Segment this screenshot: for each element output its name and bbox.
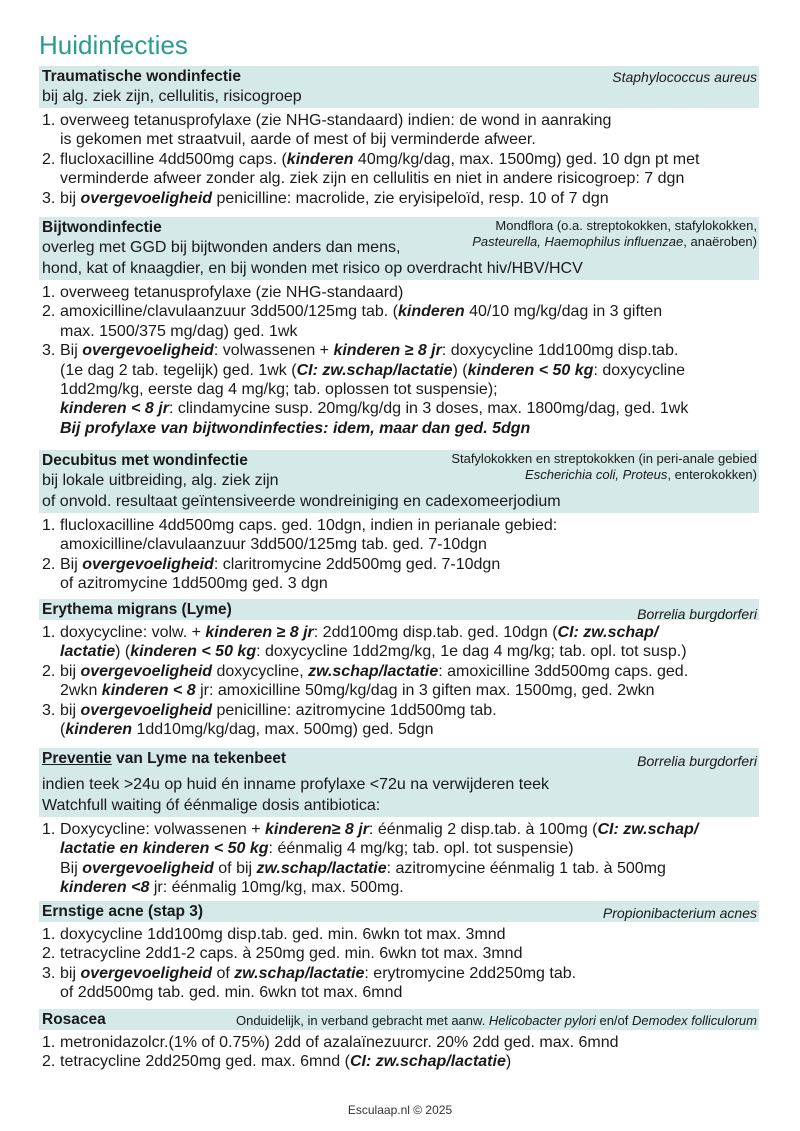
list-item: 1. overweeg tetanusprofylaxe (zie NHG-standaard) indien: de wond in aanraking is gekomen met straatvuil, aarde of mest of bij verminderde afweer.: [42, 112, 612, 149]
list-item: 2. amoxicilline/clavulaanzuur 3dd500/125mg tab. (kinderen 40/10 mg/kg/dag in 3 giften max. 1500/375 mg/dag) ged. 1wk: [42, 303, 663, 340]
section-header: [39, 450, 759, 513]
section-header: [39, 217, 759, 280]
treatment-list: [39, 513, 759, 594]
pathogen-label: Propionibacterium acnes: [602, 905, 757, 921]
list-item: 3. Bij overgevoeligheid: volwassenen + kinderen ≥ 8 jr: doxycycline 1dd100mg disp.tab. (1e dag 2 tab. tegelijk) ged. 1wk (CI: zw.schap/lactatie) (kinderen < 50 kg: doxycycline 1dd2mg/kg, eerste dag 4 mg/kg; tab. oplossen tot suspensie); kinderen < 8 jr: clindamycine susp. 20mg/kg/dg in 3 doses, max. 1800mg/dag, ged. 1wk Bij profylaxe van bijtwondinfecties: idem, maar dan ged. 5dgn: [42, 342, 689, 437]
list-item: 1. doxycycline 1dd100mg disp.tab. ged. min. 6wkn tot max. 3mnd: [42, 926, 506, 943]
list-item: 3. bij overgevoeligheid penicilline: macrolide, zie eryisipeloïd, resp. 10 of 7 dgn: [42, 189, 609, 207]
list-item: 1. Doxycycline: volwassenen + kinderen≥ 8 jr: éénmalig 2 disp.tab. à 100mg (CI: zw.schap/ lactatie en kinderen < 50 kg: éénmalig 4 mg/kg; tab. opl. tot suspensie) Bij overgevoeligheid of bij zw.schap/lactatie: azitromycine éénmalig 1 tab. à 500mg kinderen <8 jr: éénmalig 10mg/kg, max. 500mg.: [42, 821, 699, 897]
pathogen-label: Borrelia burgdorferi: [637, 753, 757, 769]
list-item: 1. overweeg tetanusprofylaxe (zie NHG-standaard): [42, 284, 404, 301]
section-header: [39, 1009, 759, 1030]
treatment-list: [39, 922, 759, 1003]
pathogen-label: Onduidelijk, in verband gebracht met aanw. Helicobacter pylori en/of Demodex folliculorum: [235, 1013, 757, 1028]
section-title: Rosacea: [42, 1011, 106, 1028]
pathogen-label: Borrelia burgdorferi: [637, 606, 757, 622]
section-header: [39, 901, 759, 922]
indication-text: of onvold. resultaat geïntensiveerde wondreiniging en cadexomeerjodium: [42, 493, 561, 510]
pathogen-label: Stafylokokken en streptokokken (in peri-anale gebied Escherichia coli, Proteus, enterokokken): [451, 451, 757, 482]
section-header: [39, 748, 759, 817]
section-rosacea: [39, 1009, 759, 1072]
section-preventie-lyme: [39, 748, 759, 898]
section-ernstige-acne: [39, 901, 759, 1003]
treatment-list: [39, 817, 759, 898]
list-item: 2. flucloxacilline 4dd500mg caps. (kinderen 40mg/kg/dag, max. 1500mg) ged. 10 dgn pt met verminderde afweer zonder alg. ziek zijn en cellulitis en niet in andere risicogroep: 7 dgn: [42, 150, 700, 188]
pathogen-label: Mondflora (o.a. streptokokken, stafylokokken, Pasteurella, Haemophilus influenzae, anaëroben): [472, 218, 757, 249]
treatment-list: [39, 1030, 759, 1072]
section-erythema-migrans: [39, 599, 759, 739]
indication-text: hond, kat of knaagdier, en bij wonden met risico op overdracht hiv/HBV/HCV: [42, 260, 583, 277]
section-title: Erythema migrans (Lyme): [42, 601, 232, 618]
list-item: 2. tetracycline 2dd1-2 caps. à 250mg ged. min. 6wkn tot max. 3mnd: [42, 945, 523, 963]
section-header: [39, 66, 759, 108]
list-item: 1. flucloxacilline 4dd500mg caps. ged. 10dgn, indien in perianale gebied: amoxicilline/clavulaanzuur 3dd500/125mg tab. ged. 7-10dgn: [42, 517, 558, 554]
list-item: 3. bij overgevoeligheid penicilline: azitromycine 1dd500mg tab. (kinderen 1dd10mg/kg/dag, max. 500mg) ged. 5dgn: [42, 701, 497, 739]
section-header: [39, 599, 759, 620]
section-title: Preventie van Lyme na tekenbeet: [42, 750, 287, 767]
list-item: 2. tetracycline 2dd250mg ged. max. 6mnd (CI: zw.schap/lactatie): [42, 1053, 512, 1071]
footer-copyright: Esculaap.nl © 2025: [347, 1103, 453, 1117]
pathogen-label: Staphylococcus aureus: [612, 69, 757, 85]
list-item: 3. bij overgevoeligheid of zw.schap/lactatie: erytromycine 2dd250mg tab. of 2dd500mg tab. ged. min. 6wkn tot max. 6mnd: [42, 964, 577, 1002]
section-bijtwondinfectie: [39, 217, 759, 438]
indication-text: bij lokale uitbreiding, alg. ziek zijn: [42, 472, 279, 489]
indication-text: Watchfull waiting óf éénmalige dosis antibiotica:: [42, 797, 381, 814]
section-traumatische-wondinfectie: [39, 66, 759, 208]
treatment-list: [39, 280, 759, 438]
treatment-list: [39, 108, 759, 208]
list-item: 2. bij overgevoeligheid doxycycline, zw.schap/lactatie: amoxicilline 3dd500mg caps. ged. 2wkn kinderen < 8 jr: amoxicilline 50mg/kg/dag in 3 giften max. 1500mg, ged. 2wkn: [42, 662, 689, 700]
indication-text: bij alg. ziek zijn, cellulitis, risicogroep: [42, 88, 302, 105]
page-title: Huidinfecties: [39, 30, 188, 60]
section-title: Decubitus met wondinfectie: [42, 452, 248, 469]
list-item: 1. doxycycline: volw. + kinderen ≥ 8 jr: 2dd100mg disp.tab. ged. 10dgn (CI: zw.schap/ lactatie) (kinderen < 50 kg: doxycycline 1dd2mg/kg, 1e dag 4 mg/kg; tab. opl. tot susp.): [42, 624, 687, 661]
section-title: Bijtwondinfectie: [42, 219, 162, 236]
indication-text: indien teek >24u op huid én inname profylaxe <72u na verwijderen teek: [42, 776, 550, 793]
section-title: Ernstige acne (stap 3): [42, 903, 204, 920]
list-item: 1. metronidazolcr.(1% of 0.75%) 2dd of azalaïnezuurcr. 20% 2dd ged. max. 6mnd: [42, 1034, 619, 1051]
indication-text: overleg met GGD bij bijtwonden anders dan mens,: [42, 239, 401, 256]
treatment-list: [39, 620, 759, 739]
list-item: 2. Bij overgevoeligheid: claritromycine 2dd500mg ged. 7-10dgn of azitromycine 1dd500mg ged. 3 dgn: [42, 555, 501, 593]
section-decubitus: [39, 450, 759, 594]
section-title: Traumatische wondinfectie: [42, 68, 241, 85]
